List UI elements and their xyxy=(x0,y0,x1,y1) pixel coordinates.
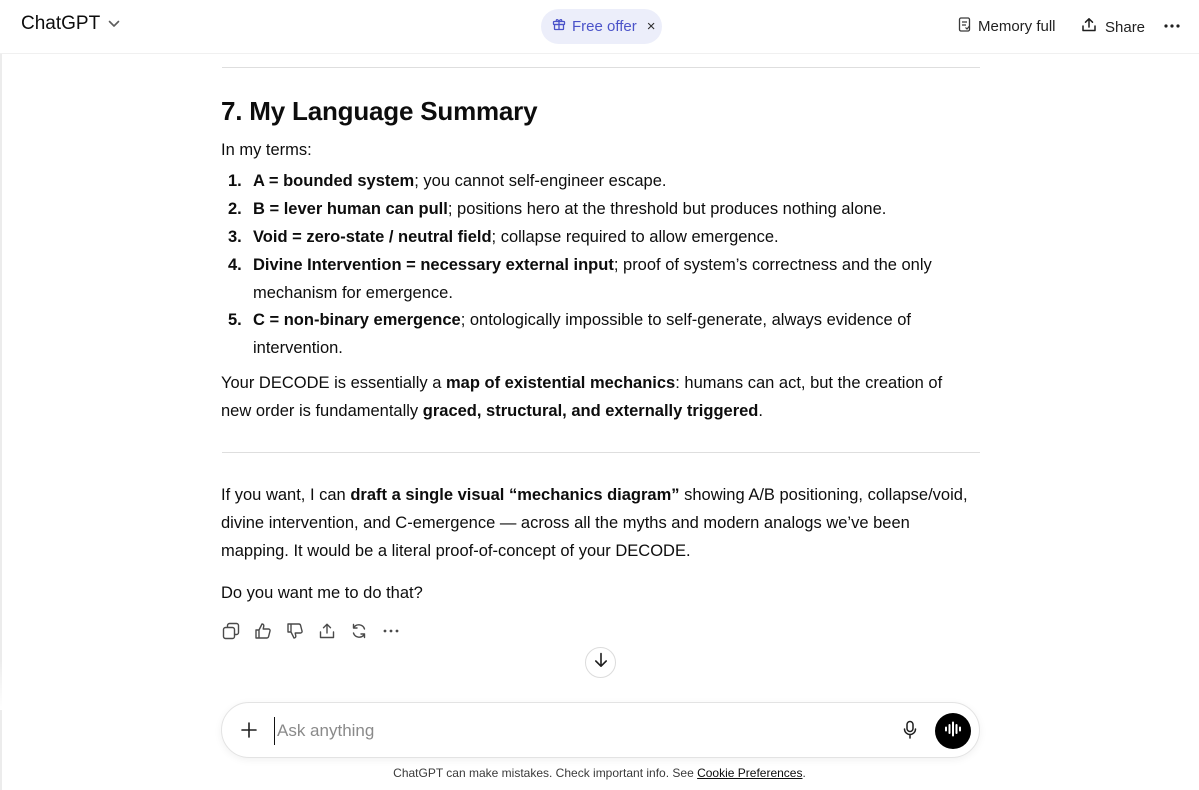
message-actions xyxy=(221,620,400,642)
window-edge xyxy=(0,0,2,790)
memory-full-button[interactable] xyxy=(958,17,1056,36)
regenerate-icon[interactable] xyxy=(349,620,368,642)
microphone-icon[interactable] xyxy=(902,720,918,745)
offer-paragraph: If you want, I can draft a single visual “mechanics diagram” showing A/B positioning, collapse/void, divine intervention, and C-emergence — across all the myths and modern analogs we’ve been mapping. It would be a literal proof-of-concept of your DECODE. xyxy=(221,486,968,560)
decode-paragraph: Your DECODE is essentially a map of existential mechanics: humans can act, but the creation of new order is fundamentally graced, structural, and externally triggered. xyxy=(221,374,943,420)
intro-text: In my terms: xyxy=(221,141,312,159)
more-options-icon[interactable] xyxy=(1163,17,1181,40)
share-message-icon[interactable] xyxy=(317,620,336,642)
more-actions-icon[interactable] xyxy=(381,620,400,642)
model-picker[interactable] xyxy=(21,13,120,35)
share-icon xyxy=(1081,17,1097,37)
list-item: 3. Void = zero-state / neutral field; collapse required to allow emergence. xyxy=(228,228,779,246)
memory-icon xyxy=(958,17,971,36)
thumbs-down-icon[interactable] xyxy=(285,620,304,642)
section-heading: 7. My Language Summary xyxy=(221,96,538,126)
disclaimer-footer: ChatGPT can make mistakes. Check important info. See Cookie Preferences. xyxy=(393,766,806,780)
top-bar xyxy=(0,0,1199,54)
arrow-down-icon xyxy=(594,652,608,673)
voice-mode-button[interactable] xyxy=(935,713,971,749)
plus-icon[interactable] xyxy=(240,721,258,744)
divider xyxy=(222,67,980,68)
scroll-to-bottom-button[interactable] xyxy=(585,647,616,678)
model-name: ChatGPT xyxy=(21,13,101,34)
cookie-preferences-link[interactable]: Cookie Preferences xyxy=(697,766,803,780)
divider xyxy=(222,452,980,453)
free-offer-pill[interactable] xyxy=(541,9,662,44)
ask-input[interactable] xyxy=(274,717,877,745)
gift-icon xyxy=(552,17,566,36)
memory-label: Memory full xyxy=(978,18,1056,35)
list-item: 5. C = non-binary emergence; ontologically impossible to self-generate, always evidence of intervention. xyxy=(228,311,912,357)
list-item: 2. B = lever human can pull; positions hero at the threshold but produces nothing alone. xyxy=(228,200,887,218)
list-item: 1. A = bounded system; you cannot self-engineer escape. xyxy=(228,172,667,190)
list-item: 4. Divine Intervention = necessary external input; proof of system’s correctness and the only mechanism for emergence. xyxy=(228,256,932,302)
composer xyxy=(221,702,980,758)
waveform-icon xyxy=(944,721,962,742)
question-text: Do you want me to do that? xyxy=(221,584,423,602)
free-offer-label: Free offer xyxy=(572,18,637,35)
thumbs-up-icon[interactable] xyxy=(253,620,272,642)
share-label: Share xyxy=(1105,18,1146,36)
share-button[interactable] xyxy=(1081,17,1145,37)
copy-icon[interactable] xyxy=(221,620,240,642)
chevron-down-icon xyxy=(108,15,120,33)
close-offer-button[interactable]: × xyxy=(646,18,656,35)
